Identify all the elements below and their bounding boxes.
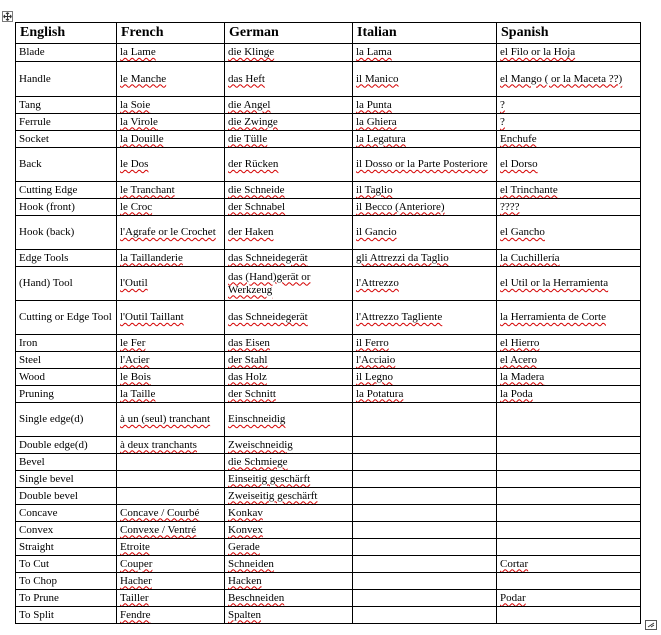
cell-text: il Dosso or la Parte Posteriore (356, 158, 488, 170)
cell-spanish[interactable] (497, 386, 641, 403)
table-row (16, 471, 641, 488)
cell-text: ? (500, 115, 505, 128)
table-row (16, 267, 641, 301)
cell-text: Single edge(d) (19, 413, 84, 425)
cell-text: el Filo or la Hoja (500, 46, 576, 58)
table-row (16, 335, 641, 352)
cell-text: Blade (19, 46, 45, 58)
cell-french[interactable] (117, 403, 225, 437)
cell-text: ???? (500, 200, 520, 213)
cell-text: Beschneiden (228, 591, 285, 604)
cell-german[interactable] (225, 216, 353, 250)
cell-text: der Rücken (228, 158, 279, 170)
table-row (16, 522, 641, 539)
cell-german[interactable] (225, 267, 353, 301)
cell-italian[interactable] (353, 250, 497, 267)
cell-french[interactable] (117, 352, 225, 369)
cell-text: Convexe / Ventré (120, 523, 197, 536)
table-row (16, 573, 641, 590)
cell-text: Gerade (228, 540, 260, 553)
cell-german[interactable] (225, 335, 353, 352)
cell-spanish[interactable] (497, 97, 641, 114)
cell-german[interactable] (225, 403, 353, 437)
cell-text: To Split (19, 608, 54, 621)
cell-german[interactable] (225, 522, 353, 539)
cell-text: Konvex (228, 523, 263, 536)
cell-italian[interactable] (353, 573, 497, 590)
cell-text: Tang (19, 98, 41, 111)
cell-text: Hook (front) (19, 200, 75, 213)
cell-german[interactable] (225, 369, 353, 386)
cell-french[interactable] (117, 148, 225, 182)
cell-french[interactable] (117, 607, 225, 624)
cell-italian[interactable] (353, 148, 497, 182)
cell-text: ? (500, 98, 505, 111)
cell-italian[interactable] (353, 556, 497, 573)
cell-text: la Lame (120, 46, 156, 58)
cell-text: l'Acciaio (356, 353, 396, 366)
table-row (16, 590, 641, 607)
cell-english[interactable] (16, 114, 117, 131)
cell-german[interactable] (225, 488, 353, 505)
cell-text: Single bevel (19, 472, 74, 485)
table-row (16, 556, 641, 573)
cell-spanish[interactable] (497, 335, 641, 352)
cell-text: la Soie (120, 98, 151, 111)
header-row (16, 23, 641, 44)
cell-text: l'Outil (120, 277, 148, 289)
cell-text: il Legno (356, 370, 393, 383)
table-row (16, 386, 641, 403)
cell-french[interactable] (117, 97, 225, 114)
cell-german[interactable] (225, 607, 353, 624)
cell-english[interactable] (16, 590, 117, 607)
cell-english[interactable] (16, 62, 117, 97)
cell-text: die Schneide (228, 183, 285, 196)
cell-italian[interactable] (353, 590, 497, 607)
cell-english[interactable] (16, 573, 117, 590)
cell-spanish[interactable] (497, 250, 641, 267)
cell-french[interactable] (117, 505, 225, 522)
cell-text: l'Outil Taillant (120, 311, 184, 323)
header-english: English (16, 23, 117, 44)
cell-text: le Manche (120, 72, 167, 85)
cell-text: Concave (19, 506, 58, 519)
cell-text: Couper (120, 557, 153, 570)
cell-text: Hook (back) (19, 226, 75, 238)
cell-spanish[interactable] (497, 505, 641, 522)
cell-french[interactable] (117, 454, 225, 471)
cell-spanish[interactable] (497, 454, 641, 471)
cell-spanish[interactable] (497, 267, 641, 301)
cell-text: das Eisen (228, 336, 270, 349)
cell-french[interactable] (117, 369, 225, 386)
cell-text: das Schneidegerät (228, 311, 308, 323)
cell-french[interactable] (117, 62, 225, 97)
cell-english[interactable] (16, 437, 117, 454)
cell-text: Bevel (19, 455, 45, 468)
cell-french[interactable] (117, 386, 225, 403)
cell-text: der Stahl (228, 353, 268, 366)
table-row (16, 403, 641, 437)
cell-text: Steel (19, 353, 41, 366)
cell-french[interactable] (117, 522, 225, 539)
table-row (16, 488, 641, 505)
cell-spanish[interactable] (497, 471, 641, 488)
cell-italian[interactable] (353, 505, 497, 522)
cell-french[interactable] (117, 590, 225, 607)
table-resize-icon[interactable] (645, 620, 657, 630)
cell-english[interactable] (16, 522, 117, 539)
cell-text: gli Attrezzi da Taglio (356, 251, 449, 264)
cell-text: Cutting or Edge Tool (19, 311, 112, 323)
cell-text: Schneiden (228, 557, 274, 570)
cell-spanish[interactable] (497, 403, 641, 437)
cell-german[interactable] (225, 131, 353, 148)
cell-text: Handle (19, 72, 51, 85)
cell-german[interactable] (225, 386, 353, 403)
cell-italian[interactable] (353, 522, 497, 539)
cell-english[interactable] (16, 386, 117, 403)
cell-text: il Manico (356, 72, 399, 85)
move-arrows-icon (3, 12, 12, 21)
cell-spanish[interactable] (497, 522, 641, 539)
cell-french[interactable] (117, 182, 225, 199)
cell-french[interactable] (117, 539, 225, 556)
cell-text: To Cut (19, 557, 50, 570)
cell-spanish[interactable] (497, 369, 641, 386)
glossary-table (15, 22, 641, 624)
cell-german[interactable] (225, 556, 353, 573)
cell-text: Zweischneidig (228, 438, 293, 451)
cell-text: die Angel (228, 98, 271, 111)
cell-text: la Virole (120, 115, 158, 128)
cell-english[interactable] (16, 505, 117, 522)
cell-english[interactable] (16, 539, 117, 556)
cell-italian[interactable] (353, 216, 497, 250)
header-french: French (117, 23, 225, 44)
cell-text: la Legatura (356, 132, 406, 145)
cell-text: Enchufe (500, 132, 537, 145)
cell-text: la Punta (356, 98, 392, 111)
cell-spanish[interactable] (497, 199, 641, 216)
cell-german[interactable] (225, 505, 353, 522)
header-spanish: Spanish (497, 23, 641, 44)
cell-french[interactable] (117, 131, 225, 148)
cell-text: il Gancio (356, 226, 397, 238)
cell-text: el Dorso (500, 158, 538, 170)
cell-text: el Hierro (500, 336, 540, 349)
cell-german[interactable] (225, 301, 353, 335)
cell-french[interactable] (117, 44, 225, 62)
cell-german[interactable] (225, 471, 353, 488)
cell-spanish[interactable] (497, 607, 641, 624)
cell-italian[interactable] (353, 114, 497, 131)
table-row (16, 454, 641, 471)
table-row (16, 369, 641, 386)
cell-spanish[interactable] (497, 301, 641, 335)
cell-english[interactable] (16, 44, 117, 62)
cell-italian[interactable] (353, 199, 497, 216)
cell-english[interactable] (16, 403, 117, 437)
cell-text: To Chop (19, 574, 58, 587)
cell-spanish[interactable] (497, 488, 641, 505)
cell-text: Tailler (120, 591, 149, 604)
cell-german[interactable] (225, 573, 353, 590)
table-row (16, 97, 641, 114)
cell-text: Edge Tools (19, 251, 69, 264)
table-row (16, 182, 641, 199)
cell-german[interactable] (225, 250, 353, 267)
cell-text: Zweiseitig geschärft (228, 489, 318, 502)
cell-text: la Cuchillería (500, 251, 560, 264)
cell-italian[interactable] (353, 437, 497, 454)
table-row (16, 607, 641, 624)
cell-german[interactable] (225, 62, 353, 97)
cell-text: Fendre (120, 608, 151, 621)
cell-spanish[interactable] (497, 437, 641, 454)
cell-french[interactable] (117, 573, 225, 590)
table-row (16, 44, 641, 62)
cell-english[interactable] (16, 607, 117, 624)
cell-text: (Hand) Tool (19, 277, 73, 289)
cell-text: il Becco (Anteriore) (356, 200, 445, 213)
cell-text: Podar (500, 591, 526, 604)
cell-french[interactable] (117, 471, 225, 488)
cell-french[interactable] (117, 199, 225, 216)
cell-text: la Ghiera (356, 115, 397, 128)
cell-english[interactable] (16, 488, 117, 505)
cell-text: la Douille (120, 132, 164, 145)
cell-german[interactable] (225, 182, 353, 199)
cell-text: il Ferro (356, 336, 389, 349)
cell-italian[interactable] (353, 301, 497, 335)
table-row (16, 505, 641, 522)
cell-italian[interactable] (353, 62, 497, 97)
cell-french[interactable] (117, 488, 225, 505)
cell-text: die Schmiege (228, 455, 288, 468)
cell-italian[interactable] (353, 369, 497, 386)
cell-text: la Taille (120, 387, 156, 400)
cell-text: Convex (19, 523, 54, 536)
cell-text: el Acero (500, 353, 537, 366)
cell-english[interactable] (16, 556, 117, 573)
cell-text: à deux tranchants (120, 438, 197, 451)
cell-italian[interactable] (353, 182, 497, 199)
cell-spanish[interactable] (497, 182, 641, 199)
cell-text: To Prune (19, 591, 59, 604)
table-row (16, 131, 641, 148)
cell-text: le Croc (120, 200, 153, 213)
cell-italian[interactable] (353, 44, 497, 62)
header-german: German (225, 23, 353, 44)
cell-text: Double edge(d) (19, 438, 88, 451)
cell-text: l'Attrezzo (356, 277, 399, 289)
table-row (16, 250, 641, 267)
cell-spanish[interactable] (497, 62, 641, 97)
cell-text: der Schnitt (228, 387, 276, 400)
cell-spanish[interactable] (497, 131, 641, 148)
cell-french[interactable] (117, 301, 225, 335)
cell-english[interactable] (16, 369, 117, 386)
cell-text: Back (19, 158, 42, 170)
cell-text: le Dos (120, 158, 149, 170)
cell-english[interactable] (16, 250, 117, 267)
cell-text: Socket (19, 132, 49, 145)
cell-text: das Heft (228, 72, 265, 85)
cell-text: Pruning (19, 387, 54, 400)
cell-german[interactable] (225, 199, 353, 216)
cell-text: Hacken (228, 574, 262, 587)
cell-text: das Holz (228, 370, 267, 383)
cell-english[interactable] (16, 301, 117, 335)
table-row (16, 216, 641, 250)
cell-spanish[interactable] (497, 44, 641, 62)
cell-spanish[interactable] (497, 573, 641, 590)
cell-italian[interactable] (353, 267, 497, 301)
cell-italian[interactable] (353, 471, 497, 488)
cell-text: Cortar (500, 557, 529, 570)
cell-italian[interactable] (353, 352, 497, 369)
cell-text: la Taillanderie (120, 251, 183, 264)
table-row (16, 539, 641, 556)
cell-text: la Herramienta de Corte (500, 311, 606, 323)
cell-english[interactable] (16, 352, 117, 369)
table-row (16, 148, 641, 182)
cell-text: Etroite (120, 540, 150, 553)
cell-text: Spalten (228, 608, 261, 621)
cell-text: il Taglio (356, 183, 393, 196)
cell-italian[interactable] (353, 539, 497, 556)
cell-text: la Lama (356, 46, 392, 58)
cell-german[interactable] (225, 437, 353, 454)
cell-english[interactable] (16, 199, 117, 216)
cell-italian[interactable] (353, 131, 497, 148)
cell-french[interactable] (117, 114, 225, 131)
cell-text: das Schneidegerät (228, 251, 308, 264)
cell-spanish[interactable] (497, 148, 641, 182)
cell-french[interactable] (117, 267, 225, 301)
cell-text: Einseitig geschärft (228, 472, 311, 485)
cell-text: die Klinge (228, 46, 275, 58)
cell-text: die Zwinge (228, 115, 278, 128)
cell-english[interactable] (16, 97, 117, 114)
cell-text: Einschneidig (228, 413, 286, 425)
cell-italian[interactable] (353, 386, 497, 403)
cell-italian[interactable] (353, 454, 497, 471)
cell-text: la Potatura (356, 387, 404, 400)
table-move-handle[interactable] (2, 11, 13, 22)
cell-text: Straight (19, 540, 54, 553)
cell-english[interactable] (16, 454, 117, 471)
cell-text: le Fer (120, 336, 146, 349)
cell-text: l'Agrafe or le Crochet (120, 226, 216, 238)
cell-text: Ferrule (19, 115, 51, 128)
cell-french[interactable] (117, 556, 225, 573)
cell-text: le Tranchant (120, 183, 175, 196)
cell-text: die Tülle (228, 132, 268, 145)
table-row (16, 437, 641, 454)
table-body (16, 44, 641, 624)
cell-italian[interactable] (353, 403, 497, 437)
cell-text: Cutting Edge (19, 183, 78, 196)
header-italian: Italian (353, 23, 497, 44)
table-row (16, 62, 641, 97)
cell-french[interactable] (117, 437, 225, 454)
cell-spanish[interactable] (497, 539, 641, 556)
cell-french[interactable] (117, 250, 225, 267)
cell-english[interactable] (16, 471, 117, 488)
cell-english[interactable] (16, 148, 117, 182)
cell-text: el Mango ( or la Maceta ??) (500, 72, 623, 85)
cell-french[interactable] (117, 335, 225, 352)
cell-english[interactable] (16, 131, 117, 148)
cell-spanish[interactable] (497, 114, 641, 131)
cell-german[interactable] (225, 148, 353, 182)
cell-text: Concave / Courbé (120, 506, 200, 519)
cell-text: el Util or la Herramienta (500, 277, 609, 289)
cell-text: der Schnabel (228, 200, 286, 213)
cell-spanish[interactable] (497, 590, 641, 607)
cell-text: das (Hand)gerät or Werkzeug (228, 270, 311, 296)
cell-text: Double bevel (19, 489, 78, 502)
cell-italian[interactable] (353, 488, 497, 505)
cell-english[interactable] (16, 216, 117, 250)
cell-german[interactable] (225, 97, 353, 114)
cell-english[interactable] (16, 182, 117, 199)
cell-german[interactable] (225, 590, 353, 607)
cell-text: Hacher (120, 574, 152, 587)
cell-spanish[interactable] (497, 216, 641, 250)
table-row (16, 199, 641, 216)
table-row (16, 114, 641, 131)
cell-text: el Trinchante (500, 183, 558, 196)
cell-english[interactable] (16, 335, 117, 352)
cell-text: la Madera (500, 370, 545, 383)
cell-german[interactable] (225, 454, 353, 471)
cell-german[interactable] (225, 539, 353, 556)
cell-text: der Haken (228, 226, 274, 238)
table-row (16, 352, 641, 369)
cell-spanish[interactable] (497, 352, 641, 369)
table-row (16, 301, 641, 335)
cell-text: l'Attrezzo Tagliente (356, 311, 443, 323)
cell-text: el Gancho (500, 226, 545, 238)
cell-german[interactable] (225, 352, 353, 369)
cell-italian[interactable] (353, 607, 497, 624)
cell-french[interactable] (117, 216, 225, 250)
cell-german[interactable] (225, 114, 353, 131)
cell-spanish[interactable] (497, 556, 641, 573)
cell-text: le Bois (120, 370, 151, 383)
cell-italian[interactable] (353, 335, 497, 352)
cell-german[interactable] (225, 44, 353, 62)
cell-text: l'Acier (120, 353, 150, 366)
cell-text: à un (seul) tranchant (120, 413, 211, 425)
cell-text: Wood (19, 370, 46, 383)
cell-english[interactable] (16, 267, 117, 301)
cell-italian[interactable] (353, 97, 497, 114)
cell-text: la Poda (500, 387, 533, 400)
cell-text: Konkav (228, 506, 263, 519)
cell-text: Iron (19, 336, 38, 349)
